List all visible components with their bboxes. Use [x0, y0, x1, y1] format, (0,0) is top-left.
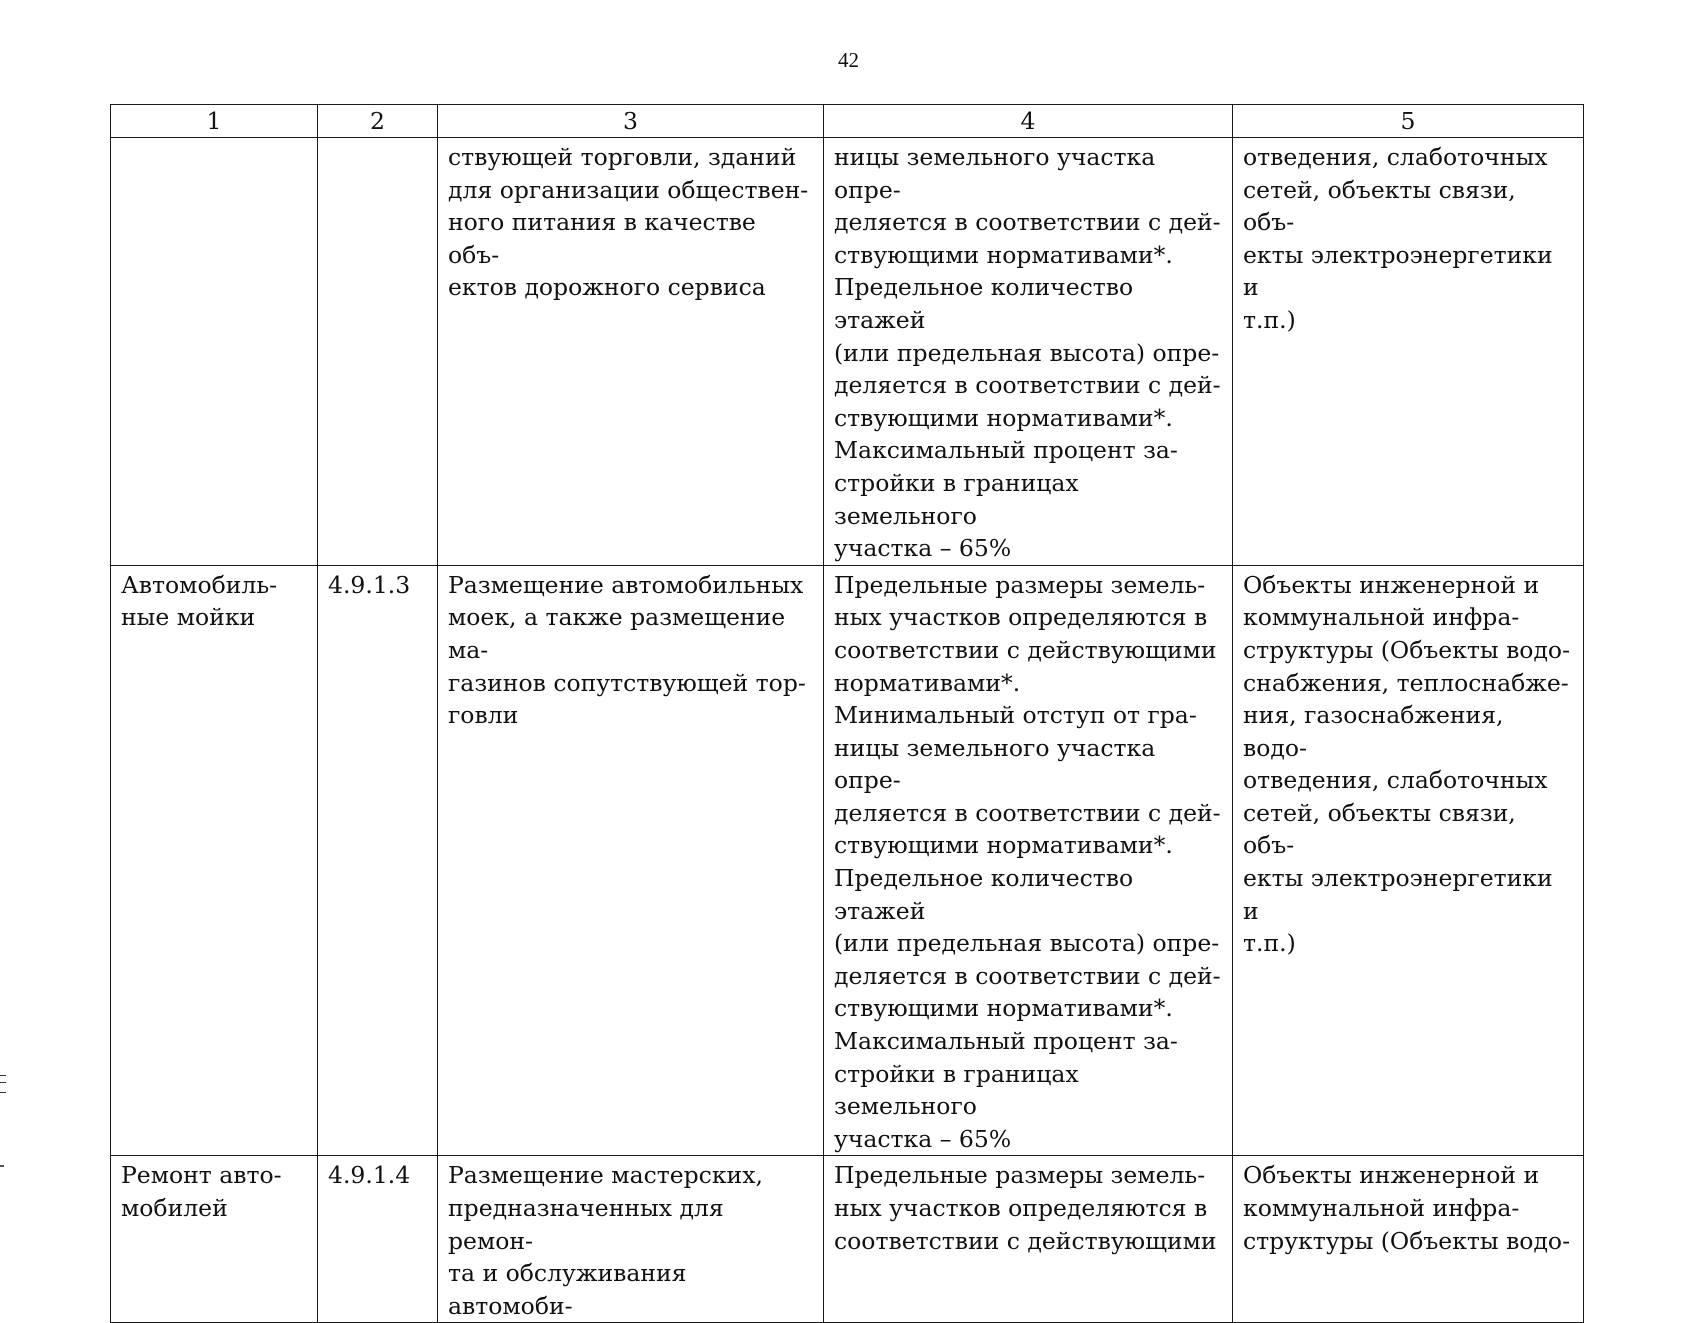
scan-edge-mark — [0, 1075, 6, 1093]
auxiliary-objects-text: Объекты инженерной и коммунальной инфра- структуры (Объекты водо- — [1243, 1161, 1571, 1255]
page-number: 42 — [838, 48, 859, 72]
use-description-text: ствующей торговли, зданий для организации обществен- ного питания в качестве объ- ектов дорожного сервиса — [448, 143, 809, 302]
parameters-text: ницы земельного участка опре- деляется в соответствии с дей- ствующими нормативами*. Предельное количество этажей (или предельная высота) опре- деляется в соответствии с дей- ствующими нормативами*. Максимальный процент за- стройки в границах земельного участка – 65% — [834, 143, 1221, 563]
use-name-text: Автомобиль- ные мойки — [121, 570, 278, 632]
use-code-text: 4.9.1.4 — [328, 1161, 411, 1190]
use-code-cell — [318, 565, 438, 1156]
column-header-5: 5 — [1233, 105, 1584, 138]
parameters-text: Предельные размеры земель- ных участков определяются в соответствии с действующими нормативами*. Минимальный отступ от гра- ницы земельного участка опре- деляется в соответствии с дей- ствующими нормативами*. Предельное количество этажей (или предельная высота) опре- деляется в соответствии с дей- ствующими нормативами*. Максимальный процент за- стройки в границах земельного участка – 65% — [834, 570, 1221, 1153]
use-code-cell — [318, 138, 438, 566]
column-header-1: 1 — [111, 105, 318, 138]
use-description-text: Размещение мастерских, предназначенных для ремон- та и обслуживания автомоби- — [448, 1161, 763, 1320]
parameters-cell — [824, 1156, 1233, 1323]
use-description-cell — [438, 1156, 824, 1323]
auxiliary-objects-cell — [1233, 565, 1584, 1156]
auxiliary-objects-cell — [1233, 138, 1584, 566]
use-description-cell — [438, 565, 824, 1156]
use-description-text: Размещение автомобильных моек, а также размещение ма- газинов сопутствующей тор- говли — [448, 570, 806, 730]
scan-edge-dot — [0, 1165, 4, 1167]
parameters-cell — [824, 138, 1233, 566]
header-row — [111, 105, 1584, 138]
column-header-4: 4 — [824, 105, 1233, 138]
table-row — [111, 138, 1584, 566]
column-header-3: 3 — [438, 105, 824, 138]
parameters-text: Предельные размеры земель- ных участков определяются в соответствии с действующими — [834, 1161, 1217, 1255]
auxiliary-objects-text: отведения, слаботочных сетей, объекты связи, объ- екты электроэнергетики и т.п.) — [1243, 143, 1553, 334]
use-code-cell — [318, 1156, 438, 1323]
use-name-text: Ремонт авто- мобилей — [121, 1161, 282, 1222]
column-header-2: 2 — [318, 105, 438, 138]
use-code-text: 4.9.1.3 — [328, 570, 411, 599]
use-name-cell — [111, 1156, 318, 1323]
use-name-cell — [111, 565, 318, 1156]
table-row — [111, 1156, 1584, 1323]
use-description-cell — [438, 138, 824, 566]
parameters-cell — [824, 565, 1233, 1156]
table-row — [111, 565, 1584, 1156]
use-name-cell — [111, 138, 318, 566]
auxiliary-objects-text: Объекты инженерной и коммунальной инфра- структуры (Объекты водо- снабжения, теплоснабже- ния, газоснабжения, водо- отведения, слаботочных сетей, объекты связи, объ- екты электроэнергетики и т.п.) — [1243, 570, 1571, 958]
auxiliary-objects-cell — [1233, 1156, 1584, 1323]
land-use-table — [110, 104, 1584, 1323]
